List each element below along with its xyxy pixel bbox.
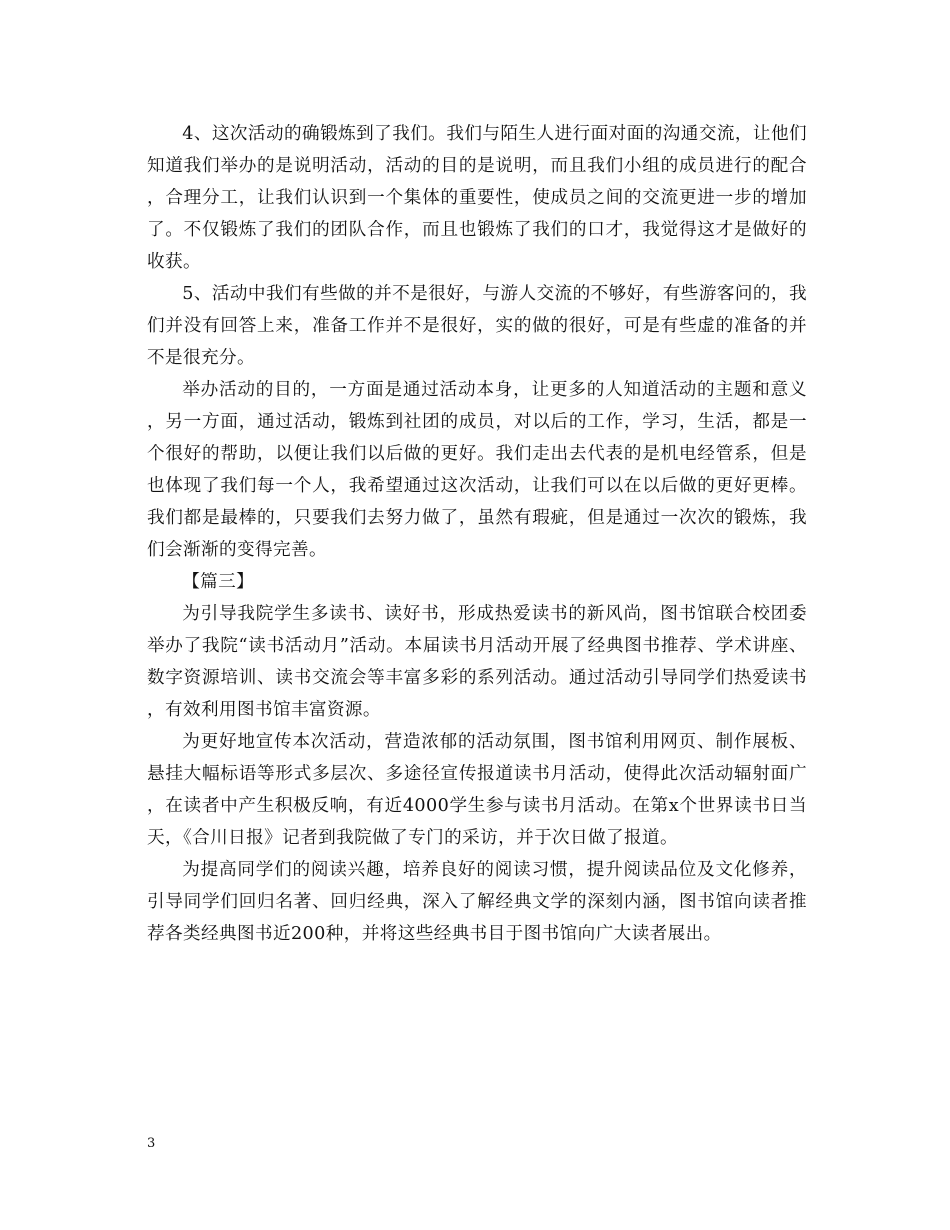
- paragraph-promotion: 为更好地宣传本次活动，营造浓郁的活动氛围，图书馆利用网页、制作展板、悬挂大幅标语等形式多层次、多途径宣传报道读书月活动，使得此次活动辐射面广，在读者中产生积极反响，有近4000学生参与读书月活动。在第x个世界读书日当天，《合川日报》记者到我院做了专门的采访，并于次日做了报道。: [147, 732, 807, 848]
- paragraph-purpose: 举办活动的目的，一方面是通过活动本身，让更多的人知道活动的主题和意义，另一方面，通过活动，锻炼到社团的成员，对以后的工作，学习，生活，都是一个很好的帮助，以便让我们以后做的更好。我们走出去代表的是机电经管系，但是也体现了我们每一个人，我希望通过这次活动，让我们可以在以后做的更好更棒。我们都是最棒的，只要我们去努力做了，虽然有瑕疵，但是通过一次次的锻炼，我们会渐渐的变得完善。: [147, 380, 807, 560]
- paragraph-point-5: 5、活动中我们有些做的并不是很好，与游人交流的不够好，有些游客问的，我们并没有回答上来，准备工作并不是很好，实的做的很好，可是有些虚的准备的并不是很充分。: [147, 284, 807, 368]
- paragraph-point-4: 4、这次活动的确锻炼到了我们。我们与陌生人进行面对面的沟通交流，让他们知道我们举办的是说明活动，活动的目的是说明，而且我们小组的成员进行的配合，合理分工，让我们认识到一个集体的重要性，使成员之间的交流更进一步的增加了。不仅锻炼了我们的团队合作，而且也锻炼了我们的口才，我觉得这才是做好的收获。: [147, 124, 807, 272]
- section-heading: 【篇三】: [182, 572, 255, 592]
- paragraph-recommendation: 为提高同学们的阅读兴趣，培养良好的阅读习惯，提升阅读品位及文化修养，引导同学们回归名著、回归经典，深入了解经典文学的深刻内涵，图书馆向读者推荐各类经典图书近200种，并将这些经典书目于图书馆向广大读者展出。: [147, 860, 807, 944]
- page-number: 3: [147, 1136, 156, 1151]
- paragraph-reading-month: 为引导我院学生多读书、读好书，形成热爱读书的新风尚，图书馆联合校团委举办了我院“读书活动月”活动。本届读书月活动开展了经典图书推荐、学术讲座、数字资源培训、读书交流会等丰富多彩的系列活动。通过活动引导同学们热爱读书，有效利用图书馆丰富资源。: [147, 604, 807, 720]
- document-body: [147, 118, 807, 950]
